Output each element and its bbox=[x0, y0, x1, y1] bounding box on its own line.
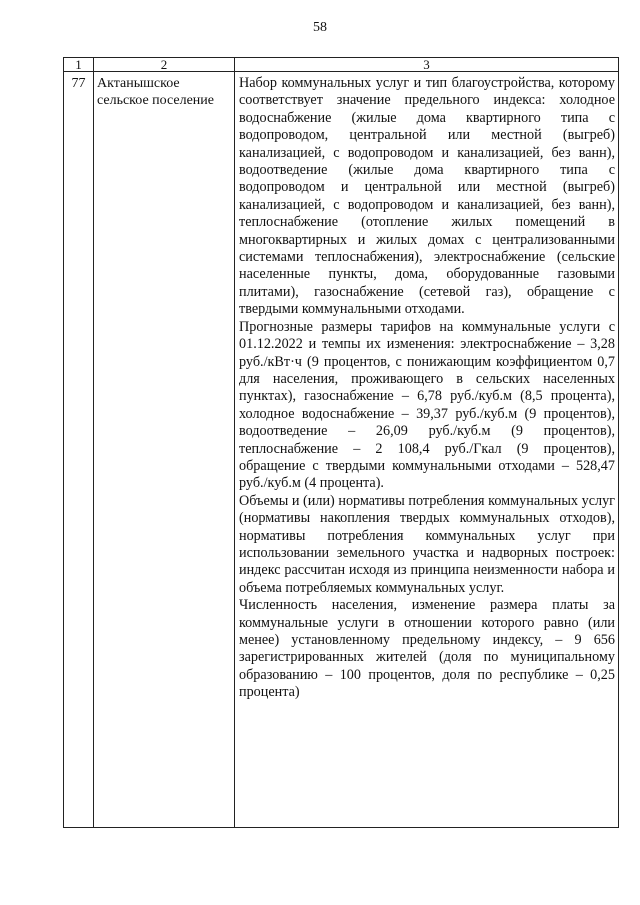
tariff-table bbox=[63, 57, 619, 828]
column-header-3: 3 bbox=[235, 58, 619, 72]
row-number: 77 bbox=[64, 72, 94, 828]
paragraph-population: Численность населения, изменение размера платы за коммунальные услуги в отношении которого равно (или менее) установленному предельному индексу, – 9 656 зарегистрированных жителей (доля по муниципальному образованию – 100 процентов, доля по республике – 0,25 процента) bbox=[239, 597, 615, 701]
table-header-row bbox=[64, 58, 619, 72]
paragraph-services-set: Набор коммунальных услуг и тип благоустройства, которому соответствует значение предельного индекса: холодное водоснабжение (жилые дома квартирного типа с водопроводом, центральной или местной (выгреб) канализацией, с водопроводом и канализацией, без ванн), водоотведение (жилые дома квартирного типа с водопроводом и центральной или местной (выгреб) канализацией, с водопроводом и канализацией, без ванн), теплоснабжение (отопление жилых помещений в многоквартирных и жилых домах с централизованными системами теплоснабжения), электроснабжение (сельские населенные пункты, дома, оборудованные газовыми плитами), газоснабжение (сетевой газ), обращение с твердыми коммунальными отходами. bbox=[239, 75, 615, 318]
paragraph-consumption-norms: Объемы и (или) нормативы потребления коммунальных услуг (нормативы накопления твердых коммунальных отходов), нормативы потребления коммунальных услуг при использовании земельного участка и надворных построек: индекс рассчитан исходя из принципа неизменности набора и объема потребляемых коммунальных услуг. bbox=[239, 492, 615, 596]
municipality-name: Актанышское сельское поселение bbox=[94, 72, 235, 828]
column-header-2: 2 bbox=[94, 58, 235, 72]
paragraph-tariffs: Прогнозные размеры тарифов на коммунальные услуги с 01.12.2022 и темпы их изменения: электроснабжение – 3,28 руб./кВт·ч (9 процентов, с понижающим коэффициентом 0,7 для населения, проживающего в сельских населенных пунктах), газоснабжение – 6,78 руб./куб.м (8,5 процента), холодное водоснабжение – 39,37 руб./куб.м (9 процентов), водоотведение – 26,09 руб./куб.м (9 процентов), теплоснабжение – 2 108,4 руб./Гкал (9 процентов), обращение с твердыми коммунальными отходами – 528,47 руб./куб.м (4 процента). bbox=[239, 318, 615, 492]
page-number: 58 bbox=[313, 20, 327, 35]
table-row bbox=[64, 72, 619, 828]
description-cell bbox=[235, 72, 619, 828]
column-header-1: 1 bbox=[64, 58, 94, 72]
